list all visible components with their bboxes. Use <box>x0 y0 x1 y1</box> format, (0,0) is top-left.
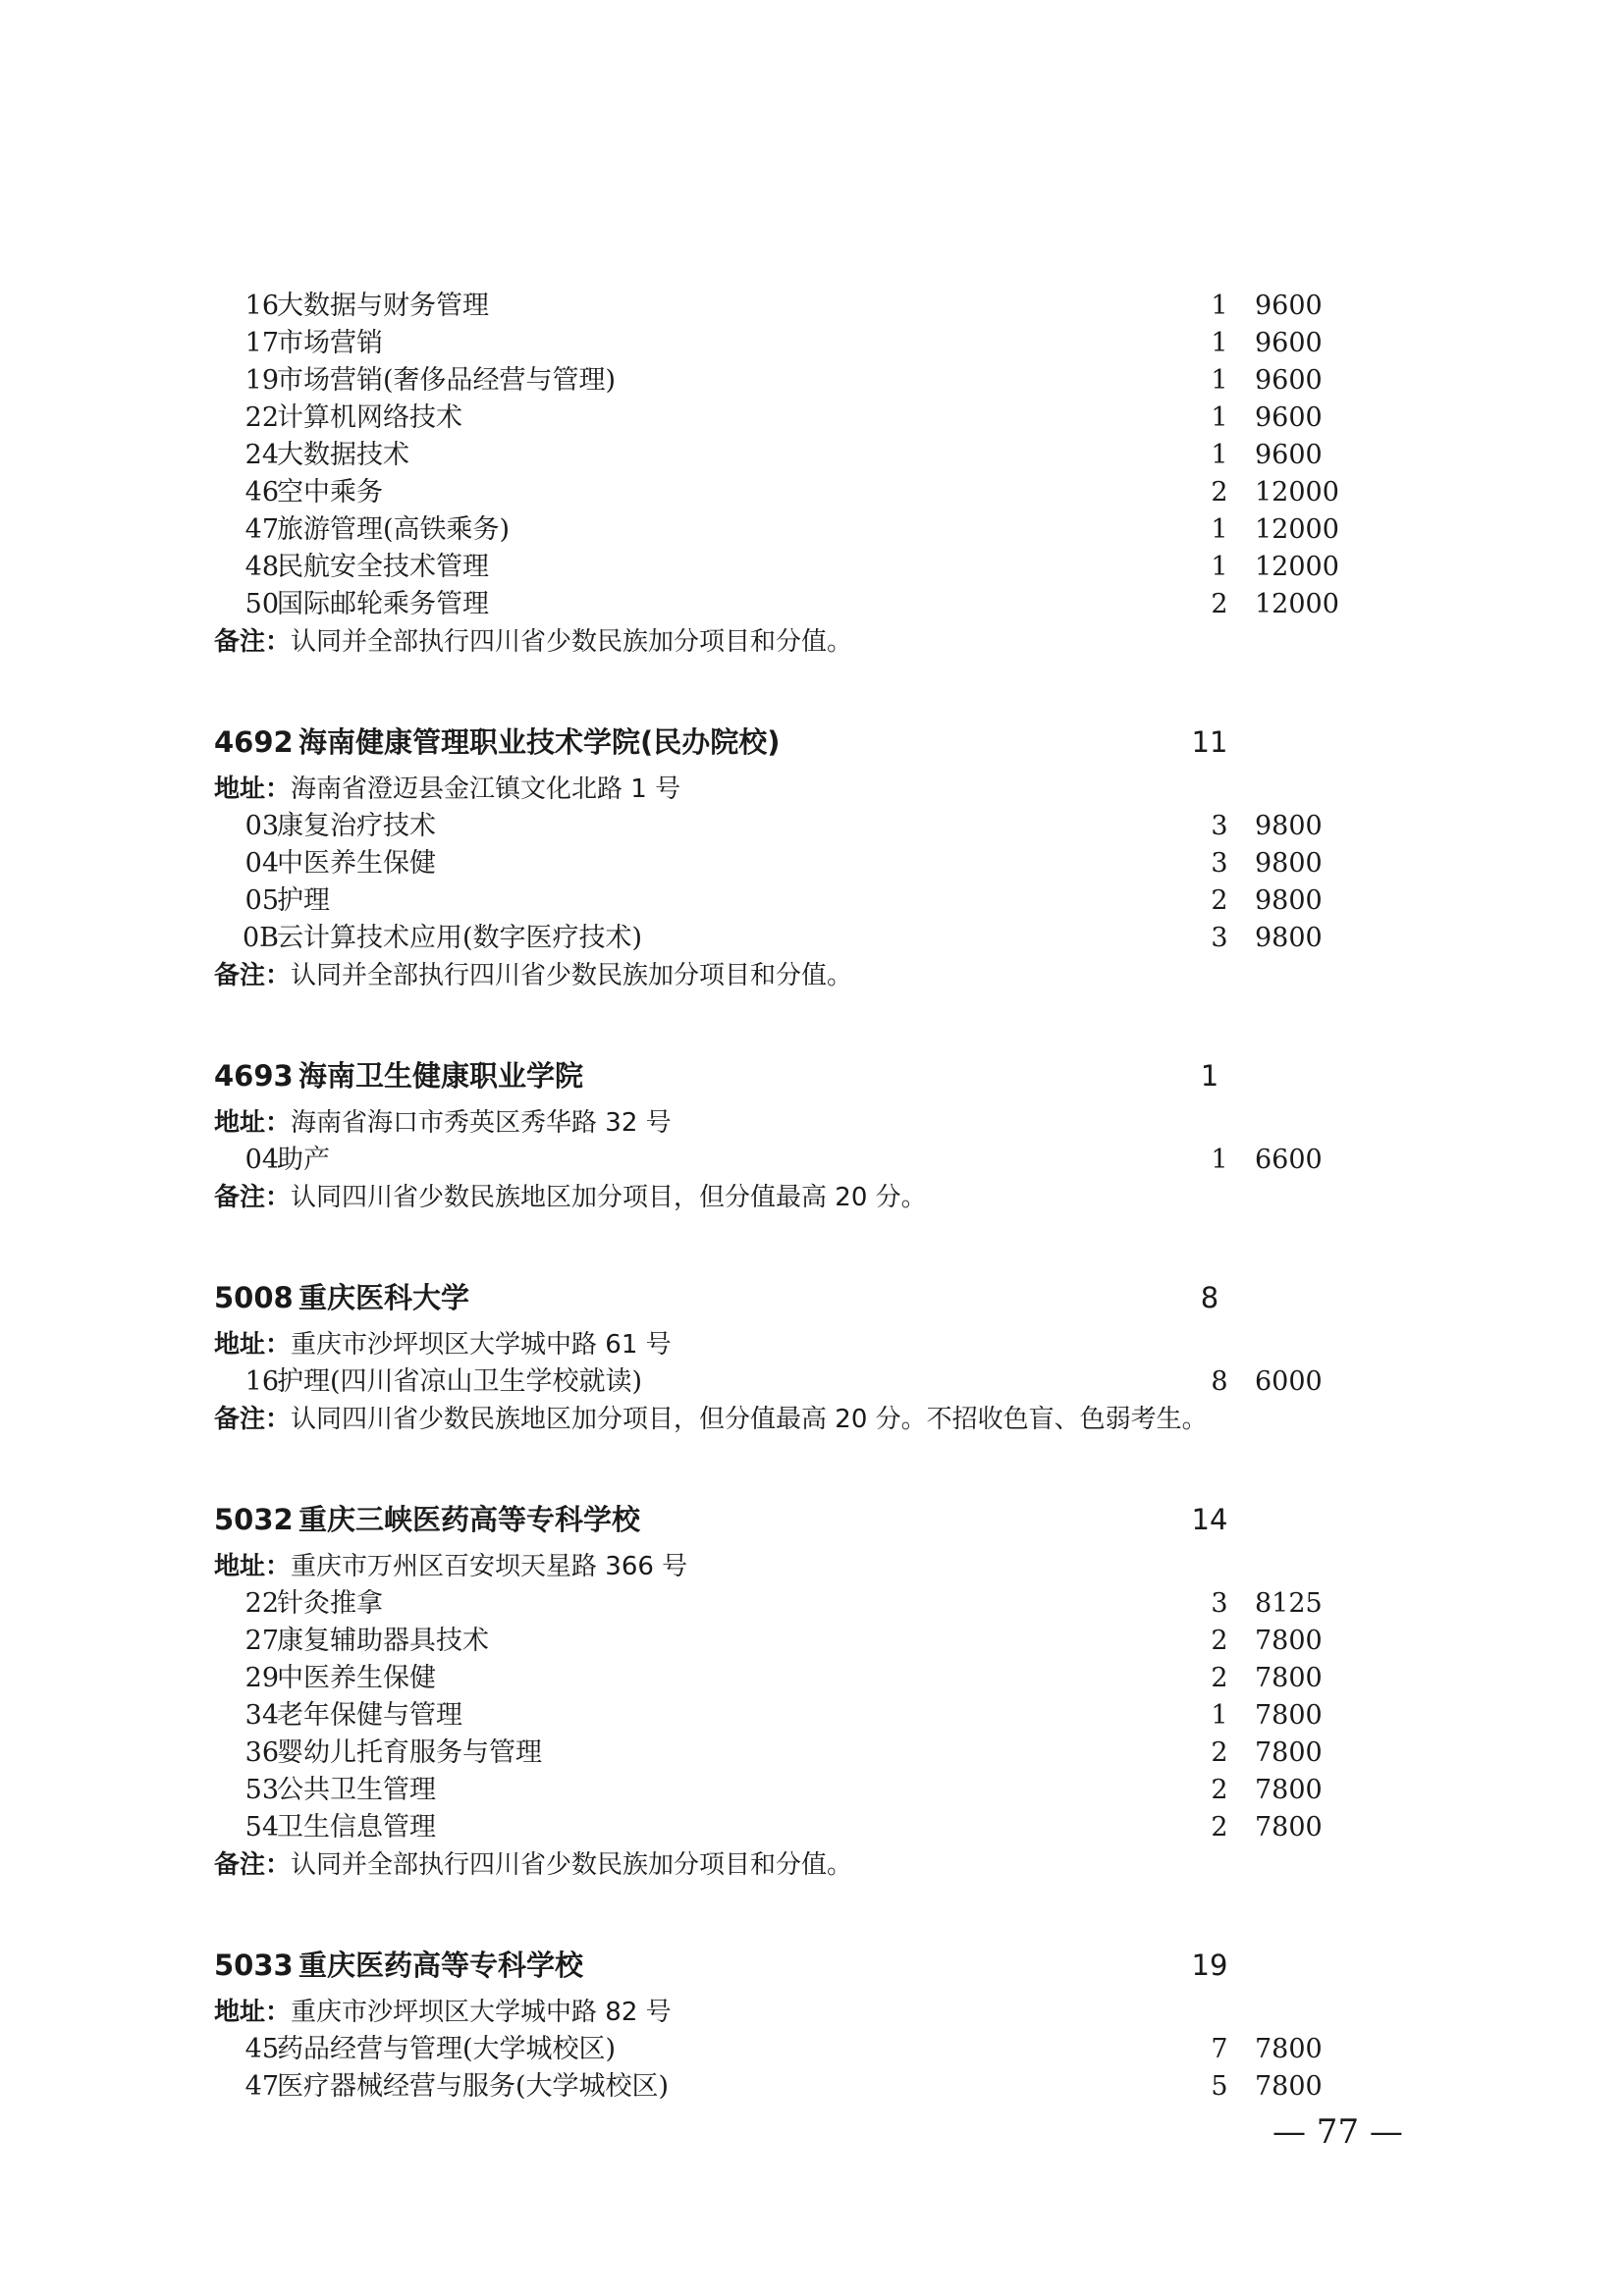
program-fee: 7800 <box>1255 1775 1323 1805</box>
remarks-line <box>214 1401 1392 1438</box>
program-quota: 5 <box>1211 2071 1228 2102</box>
program-row <box>214 1363 1392 1401</box>
program-quota: 2 <box>1211 1775 1228 1805</box>
program-row <box>214 400 1392 437</box>
school-code: 4692 <box>214 725 294 759</box>
program-code: 50 <box>244 589 279 619</box>
address-text: 海南省澄迈县金江镇文化北路 1 号 <box>291 774 681 804</box>
program-row <box>214 362 1392 400</box>
program-name: 护理(四川省凉山卫生学校就读) <box>277 1366 643 1397</box>
school-name: 重庆医药高等专科学校 <box>298 1949 584 1982</box>
program-fee: 7800 <box>1255 1812 1323 1842</box>
address-text: 重庆市万州区百安坝天星路 366 号 <box>291 1552 688 1581</box>
program-quota: 3 <box>1211 1588 1228 1619</box>
program-name: 助产 <box>277 1145 330 1175</box>
remarks-text: 认同四川省少数民族地区加分项目，但分值最高 20 分。 <box>291 1183 927 1212</box>
school-quota: 19 <box>1191 1949 1228 1982</box>
address-label: 地址： <box>214 1998 292 2027</box>
school-heading <box>214 714 1392 771</box>
program-quota: 1 <box>1211 291 1228 321</box>
program-fee: 7800 <box>1255 2071 1323 2102</box>
program-row <box>214 920 1392 957</box>
program-fee: 9800 <box>1255 848 1323 879</box>
program-name: 护理 <box>277 885 330 916</box>
program-code: 04 <box>244 848 279 879</box>
program-quota: 2 <box>1211 1626 1228 1656</box>
program-fee: 12000 <box>1255 589 1339 619</box>
remarks-line <box>214 1846 1392 1884</box>
program-name: 康复治疗技术 <box>277 811 436 841</box>
program-code: 36 <box>244 1737 279 1768</box>
program-row <box>214 325 1392 362</box>
program-code: 22 <box>244 402 279 433</box>
program-name: 药品经营与管理(大学城校区) <box>277 2034 617 2064</box>
program-quota: 1 <box>1211 328 1228 358</box>
program-quota: 1 <box>1211 1700 1228 1731</box>
program-fee: 6600 <box>1255 1145 1323 1175</box>
program-quota: 2 <box>1211 1663 1228 1693</box>
program-quota: 8 <box>1211 1366 1228 1397</box>
remarks-text: 认同并全部执行四川省少数民族加分项目和分值。 <box>291 1850 853 1880</box>
address-label: 地址： <box>214 1108 292 1138</box>
program-name: 空中乘务 <box>277 477 383 507</box>
program-row <box>214 2068 1392 2106</box>
school-name: 重庆医科大学 <box>298 1281 470 1314</box>
program-fee: 12000 <box>1255 514 1339 545</box>
school-name: 海南健康管理职业技术学院(民办院校) <box>298 725 781 759</box>
program-quota: 2 <box>1211 1812 1228 1842</box>
program-fee: 9600 <box>1255 291 1323 321</box>
program-quota: 3 <box>1211 923 1228 953</box>
program-name: 医疗器械经营与服务(大学城校区) <box>277 2071 670 2102</box>
program-row <box>214 808 1392 845</box>
section-spacer <box>214 1884 1392 1937</box>
address-text: 海南省海口市秀英区秀华路 32 号 <box>291 1108 672 1138</box>
program-code: 05 <box>244 885 279 916</box>
address-label: 地址： <box>214 774 292 804</box>
school-code: 5033 <box>214 1949 294 1982</box>
program-name: 计算机网络技术 <box>277 402 462 433</box>
program-code: 0B <box>242 923 279 953</box>
school-heading <box>214 1269 1392 1326</box>
program-quota: 2 <box>1211 1737 1228 1768</box>
program-fee: 6000 <box>1255 1366 1323 1397</box>
program-row <box>214 511 1392 549</box>
program-code: 48 <box>244 552 279 582</box>
program-fee: 7800 <box>1255 2034 1323 2064</box>
program-fee: 12000 <box>1255 477 1339 507</box>
program-fee: 9600 <box>1255 440 1323 470</box>
remarks-text: 认同并全部执行四川省少数民族加分项目和分值。 <box>291 961 853 990</box>
program-row <box>214 882 1392 920</box>
program-name: 旅游管理(高铁乘务) <box>277 514 511 545</box>
program-row <box>214 1735 1392 1772</box>
program-row <box>214 2031 1392 2068</box>
program-row <box>214 549 1392 586</box>
school-address <box>214 771 1392 808</box>
remarks-label: 备注： <box>214 1405 292 1434</box>
program-code: 24 <box>244 440 279 470</box>
program-fee: 9600 <box>1255 328 1323 358</box>
remarks-label: 备注： <box>214 961 292 990</box>
program-code: 27 <box>244 1626 279 1656</box>
school-code: 4693 <box>214 1059 294 1093</box>
program-quota: 2 <box>1211 477 1228 507</box>
school-name: 重庆三峡医药高等专科学校 <box>298 1503 641 1536</box>
program-code: 45 <box>244 2034 279 2064</box>
program-fee: 9800 <box>1255 811 1323 841</box>
program-name: 康复辅助器具技术 <box>277 1626 489 1656</box>
program-fee: 9800 <box>1255 885 1323 916</box>
remarks-label: 备注： <box>214 1850 292 1880</box>
section-spacer <box>214 994 1392 1047</box>
program-quota: 7 <box>1211 2034 1228 2064</box>
section-spacer <box>214 661 1392 714</box>
program-name: 中医养生保健 <box>277 848 436 879</box>
program-code: 47 <box>244 514 279 545</box>
school-quota: 8 <box>1200 1281 1219 1314</box>
program-row <box>214 474 1392 511</box>
program-code: 04 <box>244 1145 279 1175</box>
program-fee: 12000 <box>1255 552 1339 582</box>
address-text: 重庆市沙坪坝区大学城中路 61 号 <box>291 1330 672 1360</box>
program-row <box>214 1585 1392 1623</box>
program-row <box>214 845 1392 882</box>
remarks-line <box>214 957 1392 994</box>
school-address <box>214 1994 1392 2031</box>
remarks-label: 备注： <box>214 1183 292 1212</box>
program-code: 17 <box>244 328 279 358</box>
address-label: 地址： <box>214 1330 292 1360</box>
program-code: 22 <box>244 1588 279 1619</box>
school-code: 5032 <box>214 1503 294 1536</box>
remarks-line <box>214 1179 1392 1216</box>
program-name: 婴幼儿托育服务与管理 <box>277 1737 542 1768</box>
program-name: 老年保健与管理 <box>277 1700 462 1731</box>
program-quota: 1 <box>1211 1145 1228 1175</box>
program-quota: 2 <box>1211 885 1228 916</box>
program-row <box>214 288 1392 325</box>
program-code: 47 <box>244 2071 279 2102</box>
school-quota: 11 <box>1191 725 1228 759</box>
page-number: — 77 — <box>1272 2112 1403 2152</box>
program-row <box>214 1660 1392 1697</box>
program-name: 卫生信息管理 <box>277 1812 436 1842</box>
school-code: 5008 <box>214 1281 294 1314</box>
school-heading <box>214 1937 1392 1994</box>
program-fee: 7800 <box>1255 1626 1323 1656</box>
program-code: 54 <box>244 1812 279 1842</box>
school-quota: 14 <box>1191 1503 1228 1536</box>
program-quota: 1 <box>1211 440 1228 470</box>
school-address <box>214 1104 1392 1142</box>
section-spacer <box>214 1438 1392 1491</box>
program-name: 市场营销 <box>277 328 383 358</box>
program-fee: 7800 <box>1255 1737 1323 1768</box>
program-code: 19 <box>244 365 279 396</box>
program-quota: 1 <box>1211 365 1228 396</box>
program-code: 46 <box>244 477 279 507</box>
program-code: 29 <box>244 1663 279 1693</box>
program-fee: 7800 <box>1255 1663 1323 1693</box>
school-address <box>214 1548 1392 1585</box>
program-quota: 3 <box>1211 811 1228 841</box>
program-code: 16 <box>244 1366 279 1397</box>
remarks-line <box>214 623 1392 661</box>
program-name: 针灸推拿 <box>277 1588 383 1619</box>
program-row <box>214 1142 1392 1179</box>
program-code: 03 <box>244 811 279 841</box>
program-row <box>214 1772 1392 1809</box>
school-heading <box>214 1491 1392 1548</box>
program-fee: 7800 <box>1255 1700 1323 1731</box>
program-name: 大数据技术 <box>277 440 409 470</box>
program-row <box>214 1809 1392 1846</box>
school-quota: 1 <box>1200 1059 1219 1093</box>
program-quota: 2 <box>1211 589 1228 619</box>
program-code: 53 <box>244 1775 279 1805</box>
program-fee: 9800 <box>1255 923 1323 953</box>
admissions-listing <box>214 288 1392 2106</box>
address-label: 地址： <box>214 1552 292 1581</box>
program-row <box>214 1697 1392 1735</box>
program-quota: 1 <box>1211 514 1228 545</box>
program-name: 中医养生保健 <box>277 1663 436 1693</box>
program-quota: 1 <box>1211 402 1228 433</box>
school-heading <box>214 1047 1392 1104</box>
program-name: 国际邮轮乘务管理 <box>277 589 489 619</box>
remarks-text: 认同四川省少数民族地区加分项目，但分值最高 20 分。不招收色盲、色弱考生。 <box>291 1405 1208 1434</box>
program-quota: 3 <box>1211 848 1228 879</box>
program-quota: 1 <box>1211 552 1228 582</box>
program-code: 16 <box>244 291 279 321</box>
program-code: 34 <box>244 1700 279 1731</box>
program-row <box>214 437 1392 474</box>
address-text: 重庆市沙坪坝区大学城中路 82 号 <box>291 1998 672 2027</box>
program-name: 大数据与财务管理 <box>277 291 489 321</box>
program-row <box>214 586 1392 623</box>
remarks-label: 备注： <box>214 627 292 657</box>
remarks-text: 认同并全部执行四川省少数民族加分项目和分值。 <box>291 627 853 657</box>
program-name: 公共卫生管理 <box>277 1775 436 1805</box>
program-name: 民航安全技术管理 <box>277 552 489 582</box>
program-name: 市场营销(奢侈品经营与管理) <box>277 365 617 396</box>
program-name: 云计算技术应用(数字医疗技术) <box>277 923 643 953</box>
program-row <box>214 1623 1392 1660</box>
school-name: 海南卫生健康职业学院 <box>298 1059 584 1093</box>
program-fee: 9600 <box>1255 402 1323 433</box>
program-fee: 8125 <box>1255 1588 1323 1619</box>
program-fee: 9600 <box>1255 365 1323 396</box>
section-spacer <box>214 1216 1392 1269</box>
school-address <box>214 1326 1392 1363</box>
